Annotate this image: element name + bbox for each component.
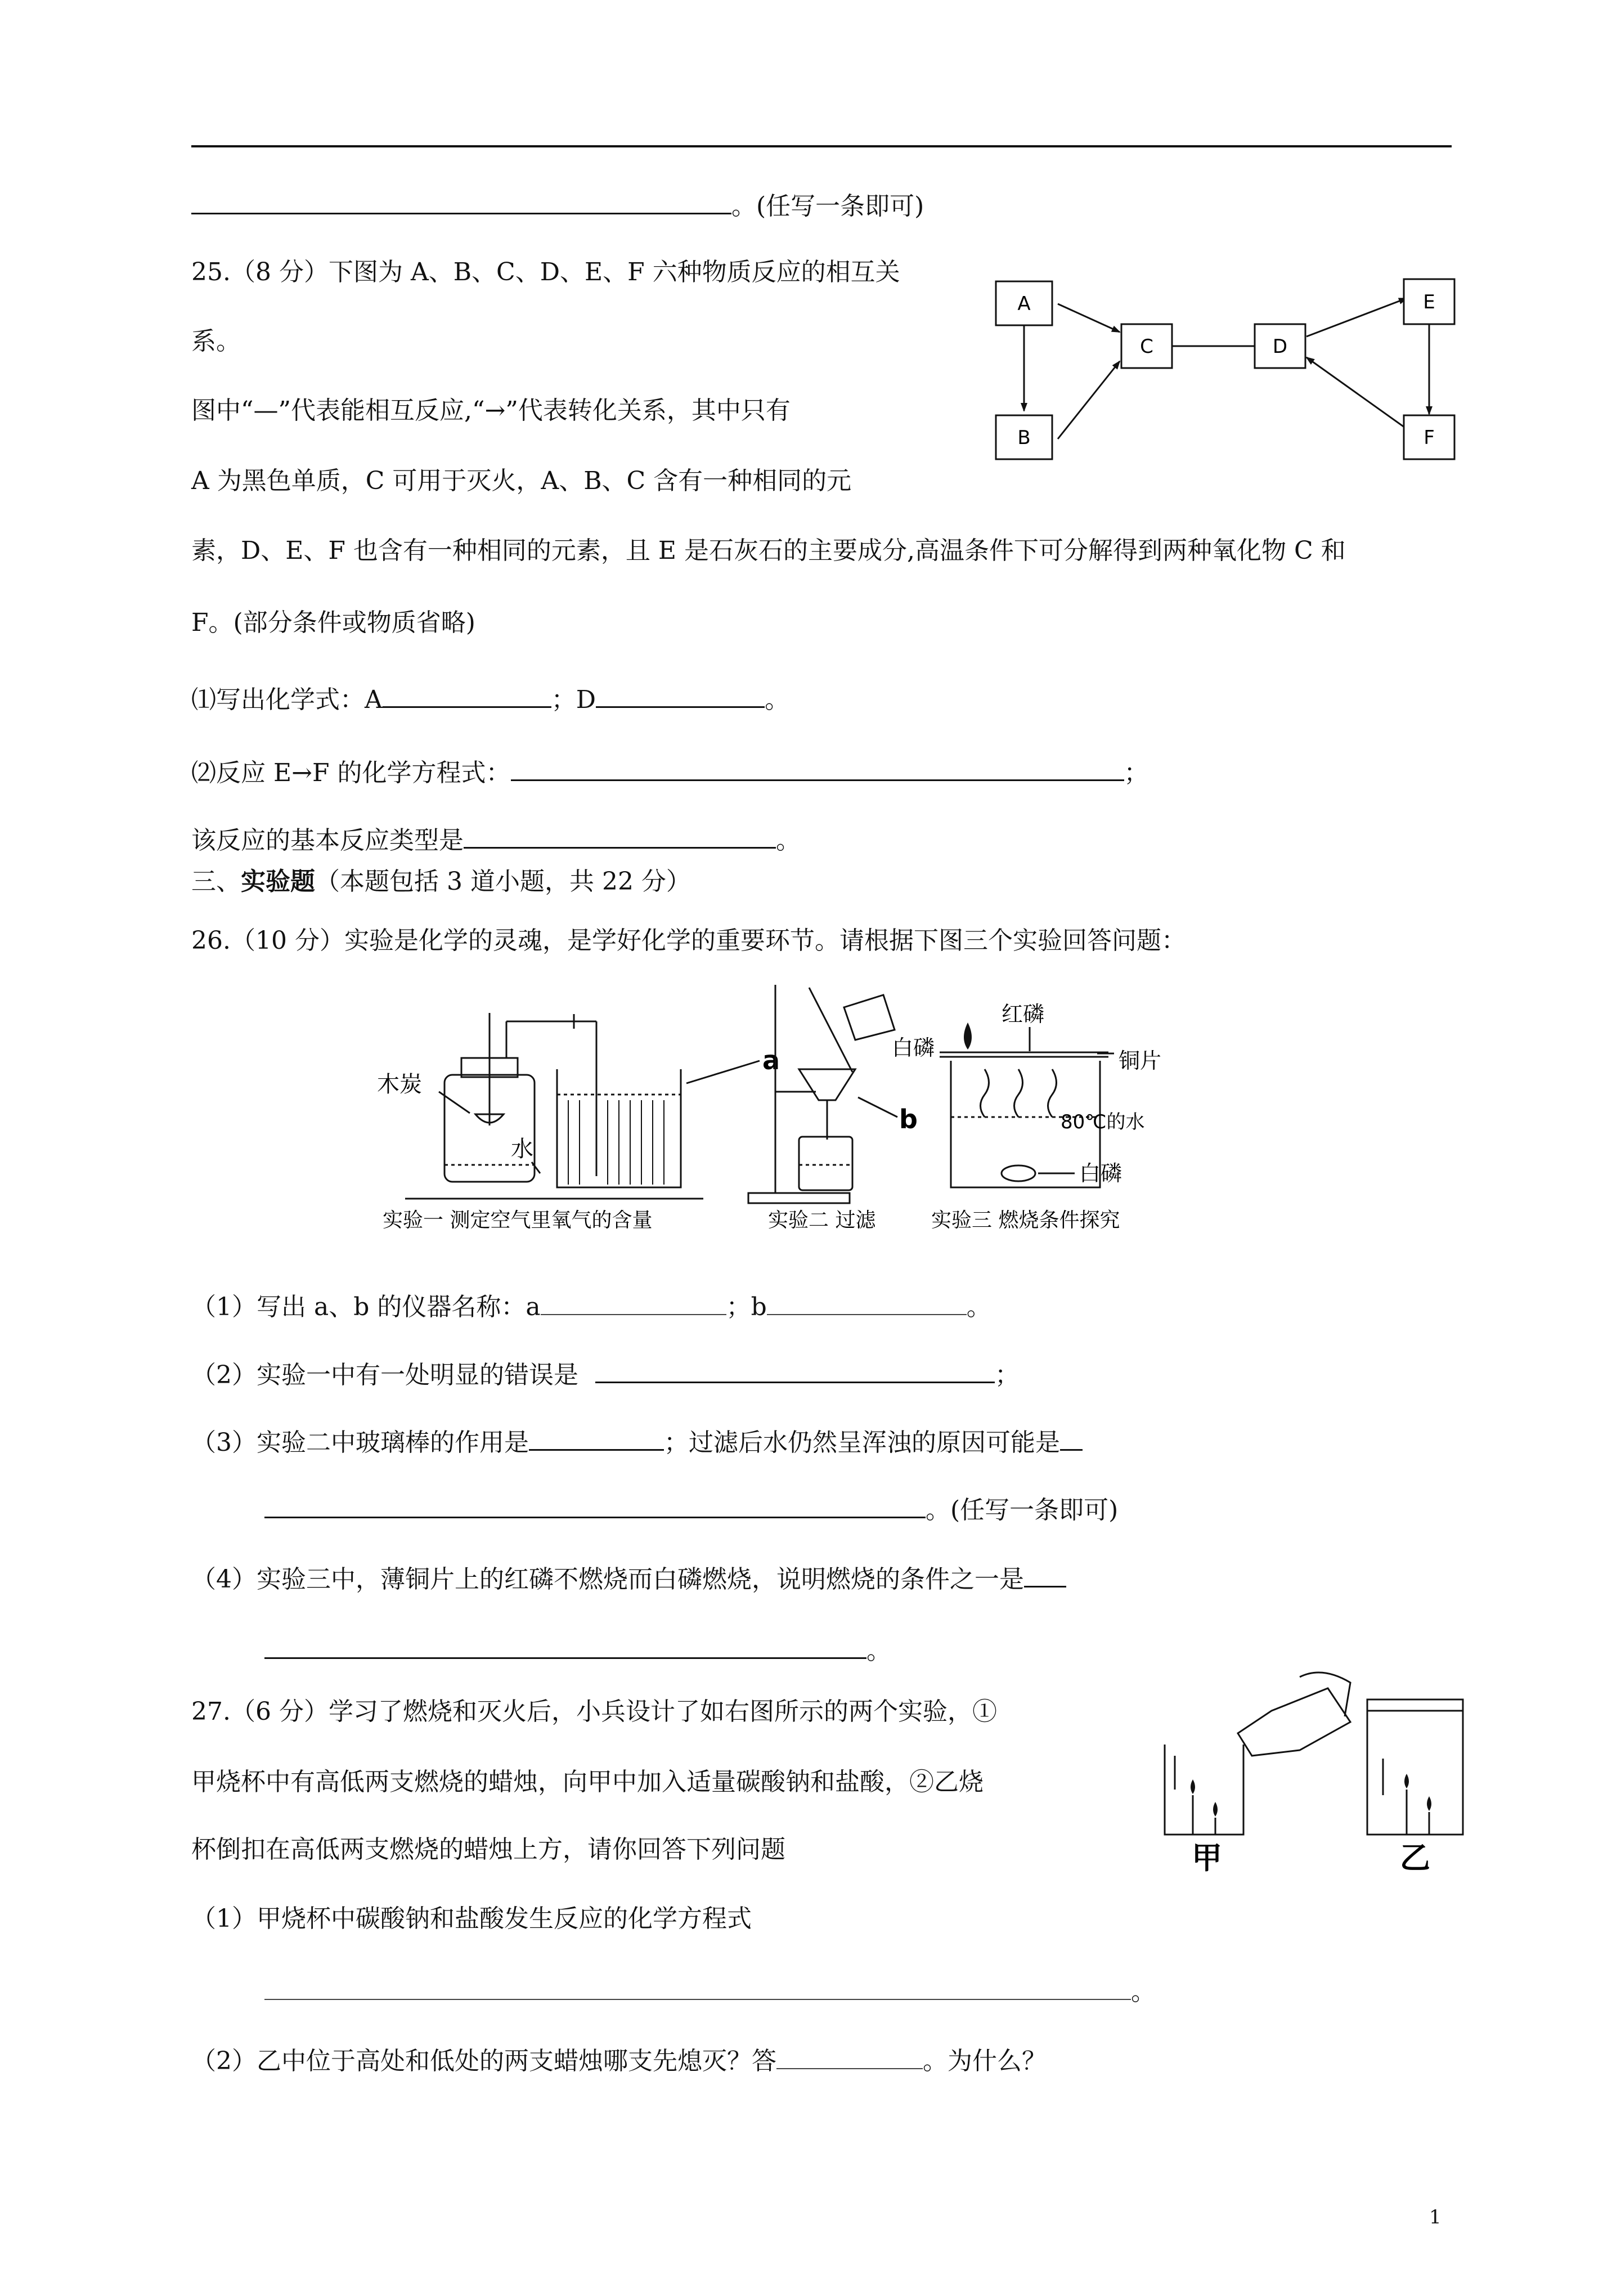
q25-sub1	[191, 684, 789, 712]
flame-icon	[964, 1023, 972, 1050]
q27-line3: 杯倒扣在高低两支燃烧的蜡烛上方，请你回答下列问题	[191, 1835, 785, 1864]
answer-blank[interactable]	[191, 190, 731, 214]
pouring-bottle	[1238, 1672, 1350, 1756]
q25-sub3-a: 该反应的基本反应类型是	[191, 826, 464, 855]
q27-sub1: （1）甲烧杯中碳酸钠和盐酸发生反应的化学方程式	[191, 1904, 752, 1933]
node-c	[1121, 324, 1172, 368]
diagram-svg	[985, 270, 1480, 484]
answer-blank-a-name[interactable]	[541, 1292, 726, 1315]
label-copper-sheet: 铜片	[1119, 1048, 1162, 1073]
arrow-f-d	[1306, 357, 1407, 429]
flame-icon	[1427, 1796, 1431, 1811]
q26-sub2	[191, 1359, 1020, 1388]
flame-icon	[1404, 1774, 1409, 1788]
caption-experiment-1: 实验一 测定空气里氧气的含量	[383, 1209, 653, 1232]
experiments-figure	[371, 979, 1193, 1238]
charcoal-pointer	[439, 1092, 470, 1113]
node-f	[1404, 415, 1454, 459]
q26-sub1	[191, 1292, 991, 1320]
q25-sub3	[191, 824, 801, 853]
q25-line6: F。(部分条件或物质省略)	[191, 608, 475, 637]
section3-title: 实验题	[241, 867, 315, 896]
reaction-relation-diagram	[985, 270, 1480, 484]
node-d	[1255, 324, 1305, 368]
node-a	[996, 281, 1052, 325]
answer-blank-reaction-type[interactable]	[464, 824, 776, 849]
node-e	[1404, 279, 1454, 324]
node-b-label: B	[1017, 427, 1031, 449]
q26-sub3-c: 。(任写一条即可)	[926, 1496, 1119, 1524]
q26-sub3-cont	[264, 1494, 1118, 1523]
q25-line5: 素，D、E、F 也含有一种相同的元素，且 E 是石灰石的主要成分,高温条件下可分解得到两种氧化物 C 和	[191, 536, 1346, 565]
section3-heading	[191, 869, 691, 894]
q25-line3: 图中“—”代表能相互反应,“→”代表转化关系，其中只有	[191, 396, 791, 425]
q26-sub4-a: （4）实验三中，薄铜片上的红磷不燃烧而白磷燃烧，说明燃烧的条件之一是	[191, 1565, 1024, 1594]
q27-line2: 甲烧杯中有高低两支燃烧的蜡烛，向甲中加入适量碳酸钠和盐酸，②乙烧	[191, 1768, 984, 1796]
label-red-phosphorus: 红磷	[1002, 1002, 1045, 1026]
label-jia: 甲	[1192, 1840, 1222, 1876]
answer-blank-error[interactable]	[595, 1359, 995, 1383]
answer-blank-b-name[interactable]	[767, 1292, 967, 1315]
q27-sub1-end: 。	[1131, 1977, 1156, 2006]
q26-sub1-a: （1）写出 a、b 的仪器名称：a	[191, 1293, 541, 1321]
answer-blank-d[interactable]	[596, 684, 765, 708]
q25-sub2	[191, 757, 1149, 786]
q27-sub1-answer	[264, 1976, 1156, 2004]
arrow-b-c	[1058, 361, 1120, 439]
answer-blank-turbid-start[interactable]	[1060, 1427, 1083, 1451]
node-e-label: E	[1423, 291, 1435, 313]
candle-experiments-figure	[1159, 1666, 1474, 1885]
q25-line2: 系。	[191, 327, 241, 356]
arrow-a-c	[1058, 304, 1120, 332]
answer-blank-rod-function[interactable]	[529, 1427, 664, 1451]
answer-blank-a[interactable]	[383, 684, 551, 708]
header-rule	[191, 145, 1452, 147]
answer-blank-equation[interactable]	[511, 757, 1124, 781]
q26-sub3	[191, 1427, 1083, 1455]
q26-sub2-b: ；	[995, 1361, 1020, 1389]
label-white-phosphorus-bottom: 白磷	[1079, 1161, 1122, 1186]
q25-line4: A 为黑色单质，C 可用于灭火，A、B、C 含有一种相同的元	[191, 467, 852, 495]
water-pointer	[532, 1162, 540, 1173]
section3-note: （本题包括 3 道小题，共 22 分）	[315, 867, 691, 896]
answer-line-continuation	[191, 190, 924, 219]
q27-sub2	[191, 2046, 1047, 2074]
beaker-yi	[1367, 1699, 1463, 1835]
section3-number: 三、	[191, 867, 241, 896]
caption-experiment-2: 实验二 过滤	[768, 1209, 876, 1232]
label-yi: 乙	[1400, 1840, 1430, 1876]
q26-sub1-c: 。	[966, 1293, 991, 1321]
node-f-label: F	[1424, 427, 1435, 449]
candle-svg	[1159, 1666, 1474, 1885]
q25-sub1-a: ⑴写出化学式：A	[191, 685, 383, 714]
label-white-phosphorus-top: 白磷	[892, 1035, 935, 1060]
node-b	[996, 415, 1052, 459]
q26-sub3-b: ；过滤后水仍然呈浑浊的原因可能是	[664, 1428, 1060, 1457]
q25-sub2-b: ；	[1124, 759, 1149, 787]
q26-sub4-cont	[264, 1635, 891, 1663]
q27-sub2-a: （2）乙中位于高处和低处的两支蜡烛哪支先熄灭？答	[191, 2047, 776, 2075]
experiment-2-apparatus	[748, 985, 897, 1203]
beaker-jia	[1165, 1745, 1243, 1835]
q27-sub2-b: 。为什么？	[923, 2047, 1047, 2075]
arrow-d-e	[1306, 298, 1407, 337]
water-hatch	[568, 1100, 664, 1185]
answer-blank-which-candle[interactable]	[776, 2046, 923, 2069]
label-a: a	[762, 1045, 780, 1075]
node-c-label: C	[1140, 335, 1153, 358]
answer-blank-condition-start[interactable]	[1024, 1563, 1066, 1588]
label-b: b	[899, 1104, 918, 1134]
q26-sub1-b: ；b	[726, 1293, 767, 1321]
q25-sub1-b: ；D	[551, 685, 596, 714]
answer-blank-equation-27[interactable]	[264, 1976, 1131, 2000]
q26-sub3-a: （3）实验二中玻璃棒的作用是	[191, 1428, 529, 1457]
label-water: 水	[511, 1136, 533, 1162]
page-number: 1	[1429, 2206, 1442, 2228]
q26-title: 26.（10 分）实验是化学的灵魂，是学好化学的重要环节。请根据下图三个实验回答问题：	[191, 926, 1186, 955]
node-a-label: A	[1017, 293, 1031, 315]
q26-sub4	[191, 1563, 1066, 1592]
label-hot-water: 80℃的水	[1061, 1111, 1145, 1133]
q25-sub1-c: 。	[765, 685, 790, 714]
q26-sub4-b: 。	[866, 1636, 891, 1665]
answer-blank-condition[interactable]	[264, 1635, 866, 1659]
node-d-label: D	[1272, 335, 1288, 358]
experiments-svg	[371, 979, 1193, 1238]
q26-sub2-a: （2）实验一中有一处明显的错误是	[191, 1361, 578, 1389]
q25-sub2-a: ⑵反应 E→F 的化学方程式：	[191, 759, 511, 787]
caption-experiment-3: 实验三 燃烧条件探究	[931, 1209, 1120, 1232]
q25-title: 25.（8 分）下图为 A、B、C、D、E、F 六种物质反应的相互关	[191, 258, 900, 286]
answer-blank-turbid-reason[interactable]	[264, 1494, 926, 1518]
line-end-text: 。(任写一条即可)	[731, 192, 924, 221]
flame-icon	[1213, 1802, 1218, 1817]
q25-sub3-b: 。	[776, 826, 801, 855]
flame-icon	[1191, 1779, 1195, 1794]
label-charcoal: 木炭	[377, 1071, 422, 1097]
q27-title: 27.（6 分）学习了燃烧和灭火后，小兵设计了如右图所示的两个实验，①	[191, 1697, 997, 1726]
